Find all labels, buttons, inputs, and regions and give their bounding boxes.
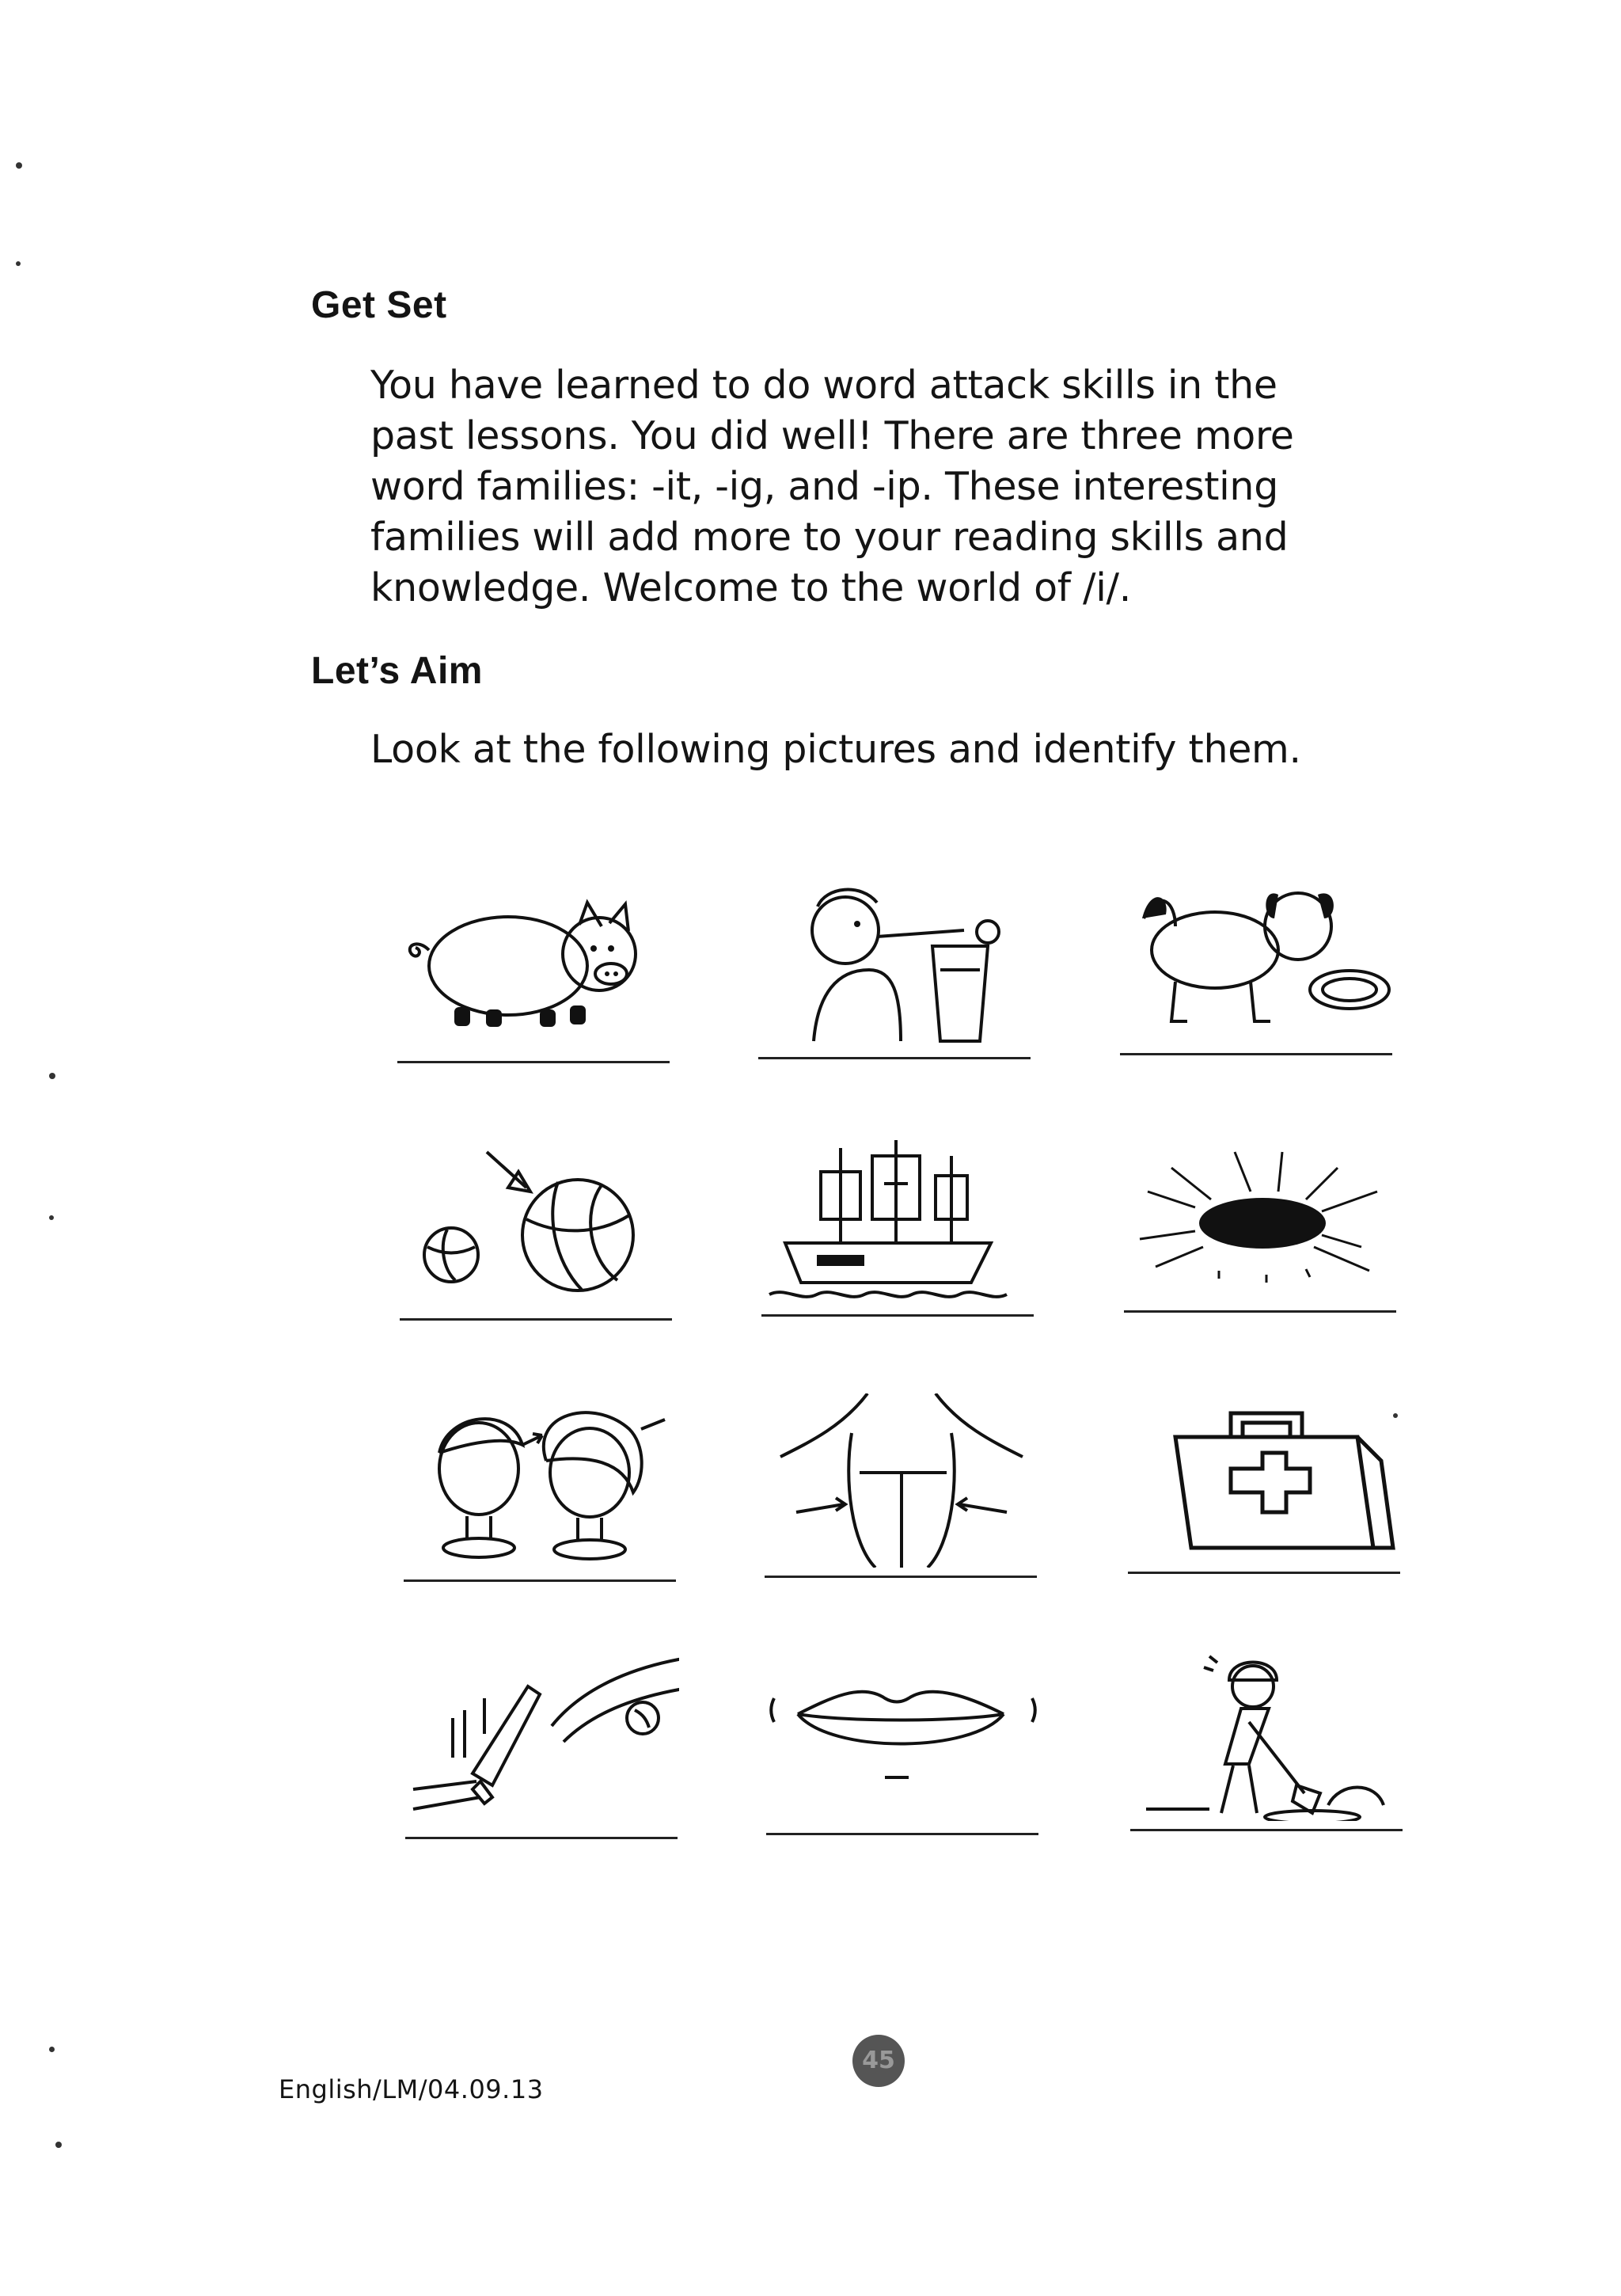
picture-cell <box>1120 871 1394 1077</box>
intro-line: past lessons. You did well! There are three more <box>370 413 1294 458</box>
boy-digging-icon <box>1130 1647 1404 1821</box>
answer-line[interactable] <box>761 1314 1034 1317</box>
footer-code: English/LM/04.09.13 <box>279 2074 544 2104</box>
page-number-badge: 45 <box>852 2035 905 2087</box>
picture-cell <box>1128 1389 1402 1595</box>
answer-line[interactable] <box>758 1057 1031 1059</box>
scan-speck <box>16 261 21 266</box>
answer-line[interactable] <box>397 1061 670 1063</box>
answer-line[interactable] <box>405 1837 678 1839</box>
pig-icon <box>397 879 671 1053</box>
intro-line: You have learned to do word attack skills in the <box>370 363 1277 408</box>
scan-speck <box>49 1215 54 1220</box>
big-and-small-ball-icon <box>400 1136 674 1310</box>
section-heading-get-set: Get Set <box>311 284 447 326</box>
wig-icon <box>404 1397 678 1572</box>
picture-cell <box>404 1397 678 1603</box>
answer-line[interactable] <box>400 1318 672 1321</box>
answer-line[interactable] <box>766 1833 1038 1835</box>
intro-line: families will add more to your reading skills and <box>370 515 1289 560</box>
boy-sipping-drink-icon <box>758 875 1032 1049</box>
answer-line[interactable] <box>765 1576 1037 1578</box>
picture-cell <box>761 1132 1035 1338</box>
picture-cell <box>400 1136 674 1342</box>
scan-speck <box>16 162 22 169</box>
first-aid-kit-icon <box>1128 1389 1402 1564</box>
picture-cell <box>766 1651 1040 1857</box>
scan-speck <box>49 1073 55 1079</box>
section-heading-lets-aim: Let’s Aim <box>311 650 483 692</box>
intro-line: word families: -it, -ig, and -ip. These interesting <box>370 464 1278 509</box>
pit-icon <box>1124 1128 1398 1302</box>
instruction-text: Look at the following pictures and identify them. <box>370 727 1301 772</box>
hip-icon <box>765 1393 1038 1568</box>
picture-cell <box>1130 1647 1404 1853</box>
answer-line[interactable] <box>1120 1053 1392 1055</box>
picture-cell <box>765 1393 1038 1599</box>
scan-speck <box>55 2142 62 2148</box>
scan-speck <box>49 2047 55 2052</box>
picture-cell <box>758 875 1032 1081</box>
answer-line[interactable] <box>404 1579 676 1582</box>
answer-line[interactable] <box>1124 1310 1396 1313</box>
answer-line[interactable] <box>1130 1829 1403 1831</box>
answer-line[interactable] <box>1128 1572 1400 1574</box>
picture-cell <box>1124 1128 1398 1334</box>
picture-cell <box>405 1655 679 1861</box>
bat-hitting-ball-icon <box>405 1655 679 1829</box>
ship-icon <box>761 1132 1035 1306</box>
dog-dish-icon <box>1120 871 1394 1045</box>
intro-paragraph <box>370 360 1399 614</box>
lips-icon <box>766 1651 1040 1825</box>
scan-speck <box>1393 1413 1398 1418</box>
intro-line: knowledge. Welcome to the world of /i/. <box>370 565 1132 610</box>
picture-cell <box>397 879 671 1085</box>
